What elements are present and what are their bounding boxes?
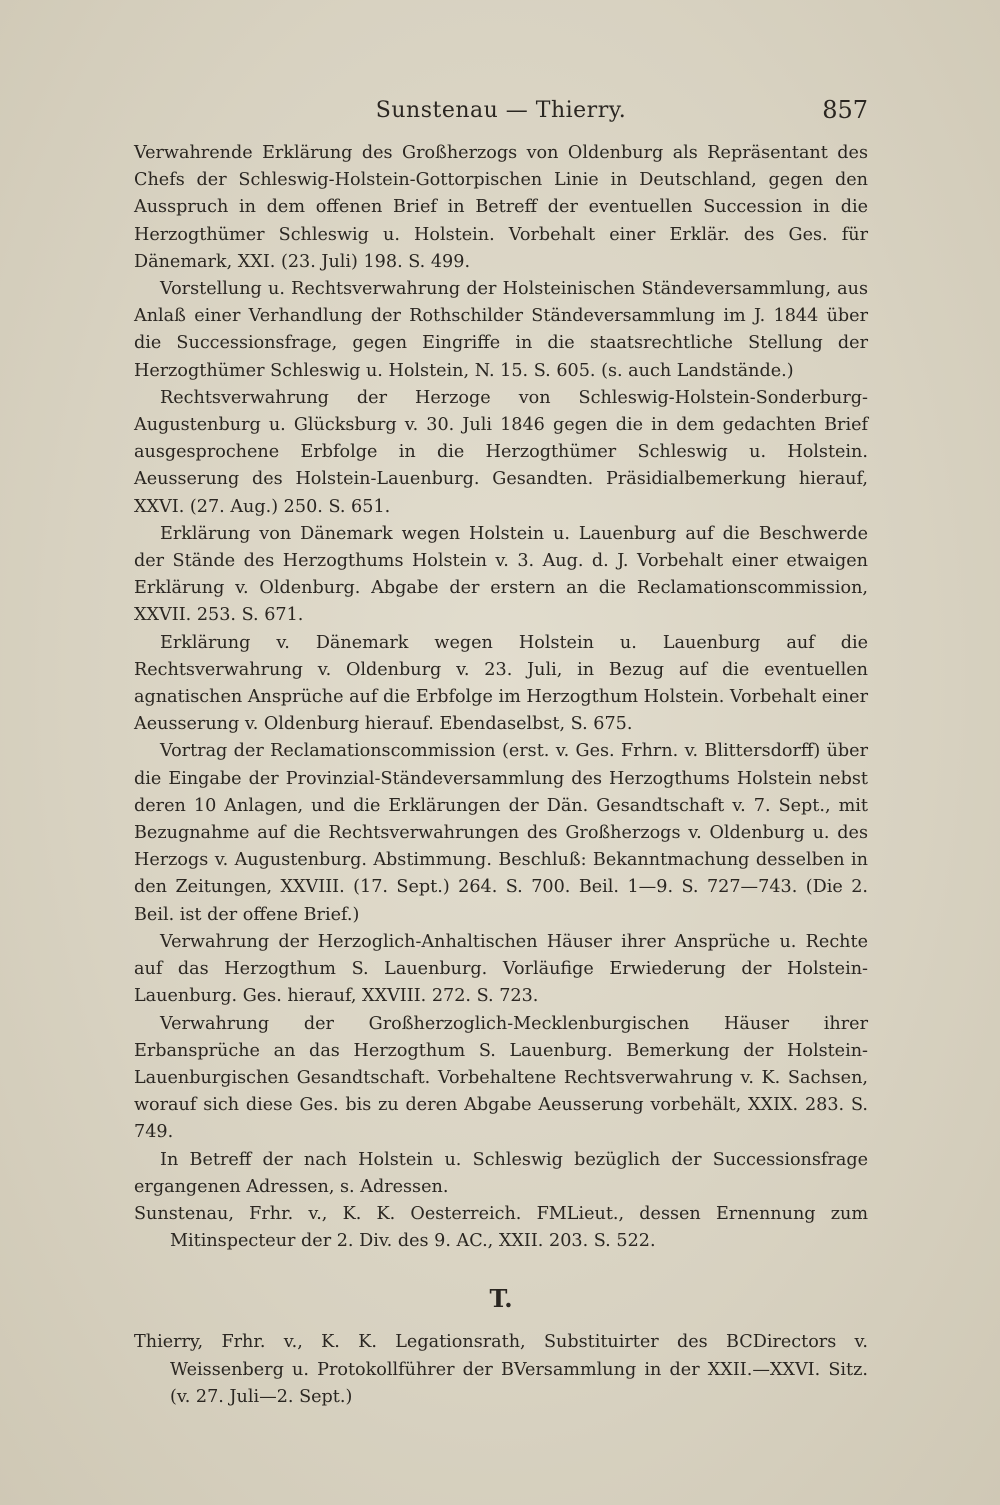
page-number: 857 xyxy=(822,96,868,124)
index-entry: Rechtsverwahrung der Herzoge von Schleswig-Holstein-Sonderburg-Augustenburg u. Glücksburg v. 30. Juli 1846 gegen die in dem gedachten Brief ausgesprochene Erbfolge in die Herzogthümer Schleswig u. Holstein. Aeusserung des Holstein-Lauenburg. Gesandten. Präsidialbemerkung hierauf, XXVI. (27. Aug.) 250. S. 651. xyxy=(134,387,868,517)
page-header xyxy=(134,92,868,132)
index-entry: Verwahrung der Herzoglich-Anhaltischen Häuser ihrer Ansprüche u. Rechte auf das Herzogthum S. Lauenburg. Vorläufige Erwiederung der Holstein-Lauenburg. Ges. hierauf, XXVIII. 272. S. 723. xyxy=(134,931,868,1007)
index-entry: Erklärung von Dänemark wegen Holstein u. Lauenburg auf die Beschwerde der Stände des Herzogthums Holstein v. 3. Aug. d. J. Vorbehalt einer etwaigen Erklärung v. Oldenburg. Abgabe der erstern an die Reclamationscommission, XXVII. 253. S. 671. xyxy=(134,523,868,626)
index-entry: Erklärung v. Dänemark wegen Holstein u. Lauenburg auf die Rechtsverwahrung v. Oldenburg v. 23. Juli, in Bezug auf die eventuellen agnatischen Ansprüche auf die Erbfolge im Herzogthum Holstein. Vorbehalt einer Aeusserung v. Oldenburg hierauf. Ebendaselbst, S. 675. xyxy=(134,632,868,735)
index-entry: Verwahrung der Großherzoglich-Mecklenburgischen Häuser ihrer Erbansprüche an das Herzogthum S. Lauenburg. Bemerkung der Holstein-Lauenburgischen Gesandtschaft. Vorbehaltene Rechtsverwahrung v. K. Sachsen, worauf sich diese Ges. bis zu deren Abgabe Aeusserung vorbehält, XXIX. 283. S. 749. xyxy=(134,1013,868,1143)
index-entry: Vorstellung u. Rechtsverwahrung der Holsteinischen Ständeversammlung, aus Anlaß einer Verhandlung der Rothschilder Ständeversammlung im J. 1844 über die Successionsfrage, gegen Eingriffe in die staatsrechtliche Stellung der Herzogthümer Schleswig u. Holstein, N. 15. S. 605. (s. auch Landstände.) xyxy=(134,279,868,381)
running-title: Sunstenau — Thierry. xyxy=(375,98,627,123)
main-index-entry: Sunstenau, Frhr. v., K. K. Oesterreich. FMLieut., dessen Ernennung zum Mitinspecteur der 2. Div. des 9. AC., XXII. 203. S. 522. xyxy=(134,1203,868,1252)
index-text xyxy=(134,140,868,1411)
index-entry: Vortrag der Reclamationscommission (erst. v. Ges. Frhrn. v. Blittersdorff) über die Eingabe der Provinzial-Ständeversammlung des Herzogthums Holstein nebst deren 10 Anlagen, und die Erklärungen der Dän. Gesandtschaft v. 7. Sept., mit Bezugnahme auf die Rechtsverwahrungen des Großherzogs v. Oldenburg u. des Herzogs v. Augustenburg. Abstimmung. Beschluß: Bekanntmachung desselben in den Zeitungen, XXVIII. (17. Sept.) 264. S. 700. Beil. 1—9. S. 727—743. (Die 2. Beil. ist der offene Brief.) xyxy=(134,741,868,925)
main-index-entry: Thierry, Frhr. v., K. K. Legationsrath, Substituirter des BCDirectors v. Weissenberg u. Protokollführer der BVersammlung in der XXII.—XXVI. Sitz. (v. 27. Juli—2. Sept.) xyxy=(134,1332,868,1407)
index-entry: In Betreff der nach Holstein u. Schleswig bezüglich der Successionsfrage ergangenen Adressen, s. Adressen. xyxy=(134,1149,868,1197)
index-entry: Verwahrende Erklärung des Großherzogs von Oldenburg als Repräsentant des Chefs der Schleswig-Holstein-Gottorpischen Linie in Deutschland, gegen den Ausspruch in dem offenen Brief in Betreff der eventuellen Succession in die Herzogthümer Schleswig u. Holstein. Vorbehalt einer Erklär. des Ges. für Dänemark, XXI. (23. Juli) 198. S. 499. xyxy=(134,143,868,272)
section-letter: T. xyxy=(489,1284,513,1314)
